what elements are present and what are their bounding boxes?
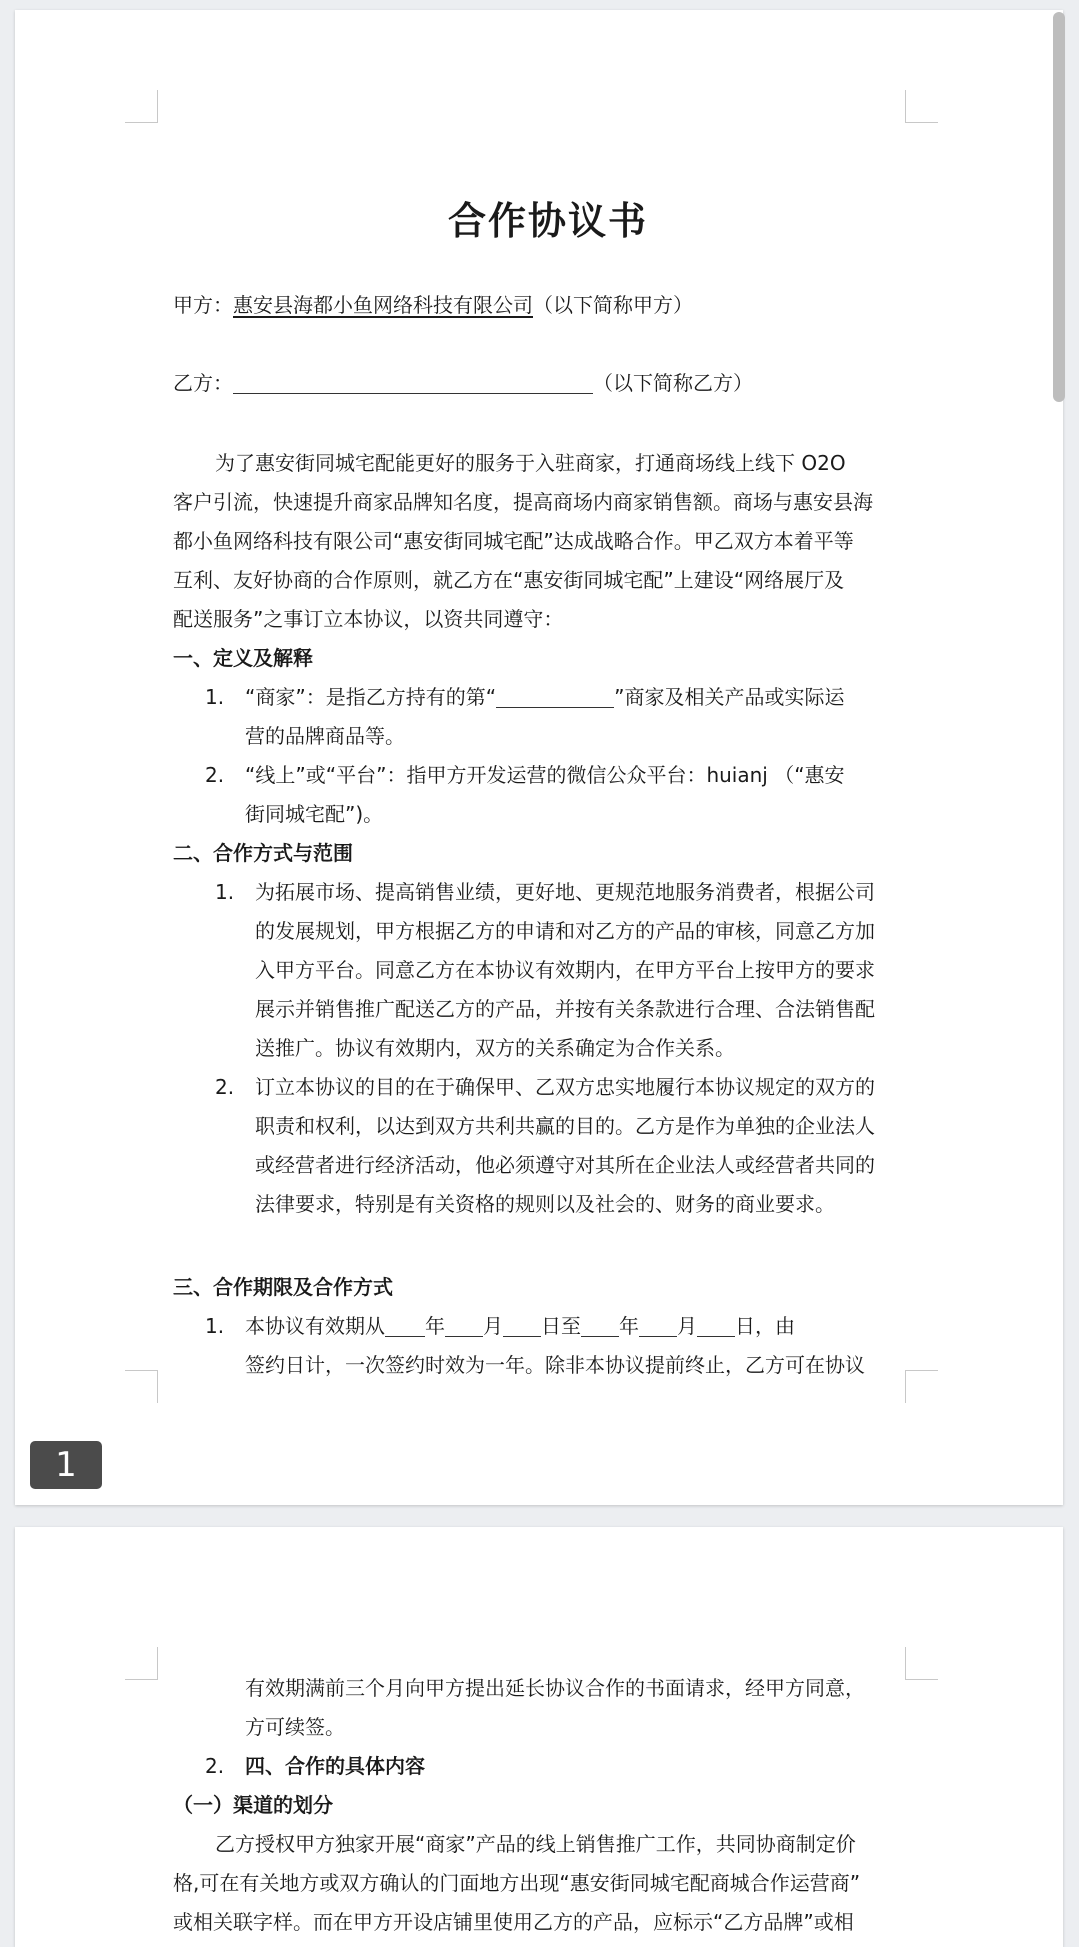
section-3-item-1	[173, 1307, 865, 1385]
item-text: 为拓展市场、提高销售业绩，更好地、更规范地服务消费者，根据公司	[255, 880, 875, 904]
party-b-blank[interactable]	[233, 369, 593, 394]
list-number: 2.	[205, 1754, 225, 1778]
page-number-badge: 1	[30, 1441, 102, 1489]
party-b-label: 乙方：	[173, 371, 233, 395]
day-end-label: 日，由	[735, 1314, 795, 1338]
item-text: 入甲方平台。同意乙方在本协议有效期内，在甲方平台上按甲方的要求	[255, 958, 875, 982]
section-3-heading: 三、合作期限及合作方式	[173, 1275, 393, 1299]
margin-corner-top-right	[905, 1647, 938, 1680]
party-b-line	[173, 364, 753, 403]
item-text: 送推广。协议有效期内，双方的关系确定为合作关系。	[255, 1036, 735, 1060]
item-text: “商家”：是指乙方持有的第“	[245, 685, 497, 709]
party-a-line	[173, 286, 693, 325]
party-a-name: 惠安县海都小鱼网络科技有限公司	[233, 293, 533, 317]
intro-line: 为了惠安街同城宅配能更好的服务于入驻商家，打通商场线上线下 O2O	[215, 451, 846, 475]
party-a-suffix: （以下简称甲方）	[533, 293, 693, 317]
section-2-item-2	[173, 1068, 875, 1224]
item-text: 展示并销售推广配送乙方的产品，并按有关条款进行合理、合法销售配	[255, 997, 875, 1021]
margin-corner-bottom-left	[125, 1370, 158, 1403]
item-text: 订立本协议的目的在于确保甲、乙双方忠实地履行本协议规定的双方的	[255, 1075, 875, 1099]
month-label: 月	[677, 1314, 697, 1338]
month-label: 月	[483, 1314, 503, 1338]
item-text: 本协议有效期从	[245, 1314, 385, 1338]
document-page-2	[15, 1527, 1063, 1947]
day-to-label: 日至	[541, 1314, 581, 1338]
section-2-item-1	[173, 873, 875, 1068]
section-1-item-2	[173, 756, 845, 834]
item-text: 法律要求，特别是有关资格的规则以及社会的、财务的商业要求。	[255, 1192, 835, 1216]
start-month-blank[interactable]	[445, 1312, 483, 1337]
section-2-heading: 二、合作方式与范围	[173, 841, 353, 865]
document-title: 合作协议书	[447, 199, 648, 243]
section-1-item-1	[173, 678, 844, 756]
item-text: “线上”或“平台”：指甲方开发运营的微信公众平台：huianj （“惠安	[245, 763, 845, 787]
item-text: 方可续签。	[245, 1715, 345, 1739]
subsection-1-heading: （一）渠道的划分	[173, 1793, 333, 1817]
item-text: 有效期满前三个月向甲方提出延长协议合作的书面请求，经甲方同意，	[245, 1676, 865, 1700]
list-number: 2.	[205, 763, 225, 787]
list-number: 1.	[205, 1314, 225, 1338]
vertical-scrollbar[interactable]	[1053, 12, 1065, 402]
intro-line: 配送服务”之事订立本协议，以资共同遵守：	[173, 607, 564, 631]
intro-line: 都小鱼网络科技有限公司“惠安街同城宅配”达成战略合作。甲乙双方本着平等	[173, 529, 854, 553]
list-number: 2.	[215, 1075, 235, 1099]
section-1-heading: 一、定义及解释	[173, 646, 313, 670]
party-a-label: 甲方：	[173, 293, 233, 317]
list-number: 1.	[205, 685, 225, 709]
year-label: 年	[619, 1314, 639, 1338]
margin-corner-top-left	[125, 90, 158, 123]
end-month-blank[interactable]	[639, 1312, 677, 1337]
intro-line: 互利、友好协商的合作原则，就乙方在“惠安街同城宅配”上建设“网络展厅及	[173, 568, 845, 592]
margin-corner-top-left	[125, 1647, 158, 1680]
item-text: 的发展规划，甲方根据乙方的申请和对乙方的产品的审核，同意乙方加	[255, 919, 875, 943]
para-line: 格,可在有关地方或双方确认的门面地方出现“惠安街同城宅配商城合作运营商”	[173, 1871, 861, 1895]
start-year-blank[interactable]	[385, 1312, 425, 1337]
item-text: 或经营者进行经济活动，他必须遵守对其所在企业法人或经营者共同的	[255, 1153, 875, 1177]
year-label: 年	[425, 1314, 445, 1338]
section-3-item-1-continued	[173, 1669, 865, 1747]
party-b-suffix: （以下简称乙方）	[593, 371, 753, 395]
end-day-blank[interactable]	[697, 1312, 735, 1337]
start-day-blank[interactable]	[503, 1312, 541, 1337]
intro-paragraph	[173, 444, 873, 639]
section-3-item-2	[173, 1747, 425, 1786]
item-text: ”商家及相关产品或实际运	[614, 685, 845, 709]
margin-corner-bottom-right	[905, 1370, 938, 1403]
list-number: 1.	[215, 880, 235, 904]
item-text: 签约日计，一次签约时效为一年。除非本协议提前终止，乙方可在协议	[245, 1353, 865, 1377]
item-text: 营的品牌商品等。	[245, 724, 405, 748]
margin-corner-top-right	[905, 90, 938, 123]
item-text: 职责和权利，以达到双方共利共赢的目的。乙方是作为单独的企业法人	[255, 1114, 875, 1138]
para-line: 乙方授权甲方独家开展“商家”产品的线上销售推广工作，共同协商制定价	[215, 1832, 856, 1856]
document-page-1	[15, 10, 1063, 1505]
subsection-1-paragraph	[173, 1825, 860, 1942]
intro-line: 客户引流，快速提升商家品牌知名度，提高商场内商家销售额。商场与惠安县海	[173, 490, 873, 514]
section-4-heading: 四、合作的具体内容	[245, 1754, 425, 1778]
item-text: 街同城宅配”)。	[245, 802, 384, 826]
para-line: 或相关联字样。而在甲方开设店铺里使用乙方的产品，应标示“乙方品牌”或相	[173, 1910, 854, 1934]
end-year-blank[interactable]	[581, 1312, 619, 1337]
merchant-blank[interactable]	[496, 683, 614, 708]
